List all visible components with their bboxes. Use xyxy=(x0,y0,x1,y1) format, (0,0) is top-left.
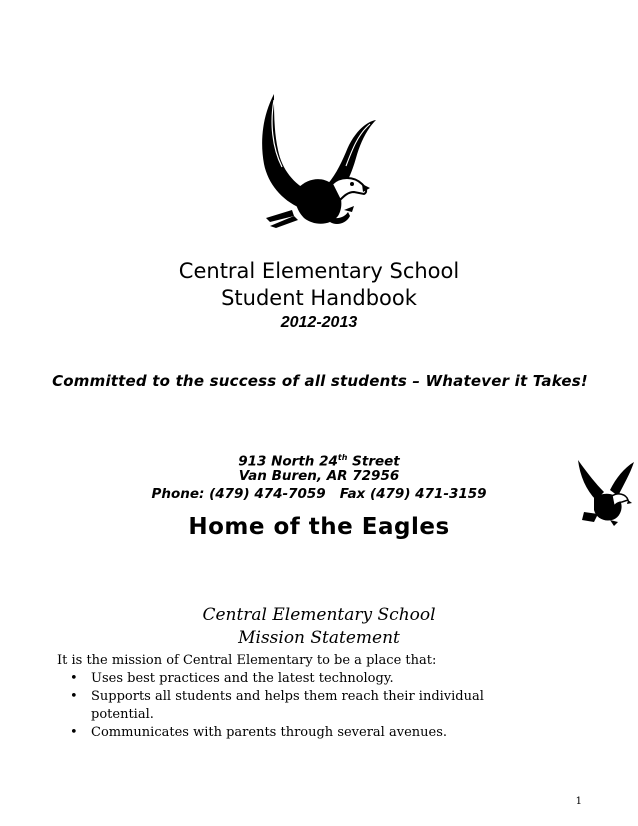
handbook-title: Student Handbook xyxy=(221,286,417,310)
bullet-icon: • xyxy=(70,671,78,686)
mission-list xyxy=(70,670,540,742)
street-suffix: Street xyxy=(347,453,400,470)
bullet-icon: • xyxy=(70,689,78,704)
mission-intro: It is the mission of Central Elementary to be a place that: xyxy=(57,653,437,668)
address-city: Van Buren, AR 72956 xyxy=(238,468,400,484)
mission-item xyxy=(70,724,540,742)
mission-item xyxy=(70,670,540,688)
school-years: 2012-2013 xyxy=(280,314,358,331)
mission-school-name: Central Elementary School xyxy=(202,605,436,625)
bullet-icon: • xyxy=(70,725,78,740)
school-name: Central Elementary School xyxy=(178,259,460,283)
eagle-logo-icon xyxy=(252,92,380,230)
street-ordinal: th xyxy=(337,453,348,462)
street-number-name: 913 North 24 xyxy=(238,453,338,470)
mission-item-text: Communicates with parents through several avenues. xyxy=(91,725,448,740)
mission-heading: Mission Statement xyxy=(238,628,400,648)
mission-item-text: Uses best practices and the latest technology. xyxy=(91,671,394,686)
motto: Committed to the success of all students – Whatever it Takes! xyxy=(52,372,588,390)
mission-item-text: Supports all students and helps them reach their individual potential. xyxy=(91,689,484,722)
phone-fax: Phone: (479) 474-7059 Fax (479) 471-3159 xyxy=(151,486,487,502)
page-number: 1 xyxy=(575,796,582,807)
mission-item xyxy=(70,688,540,724)
home-of-eagles-heading: Home of the Eagles xyxy=(188,514,450,540)
